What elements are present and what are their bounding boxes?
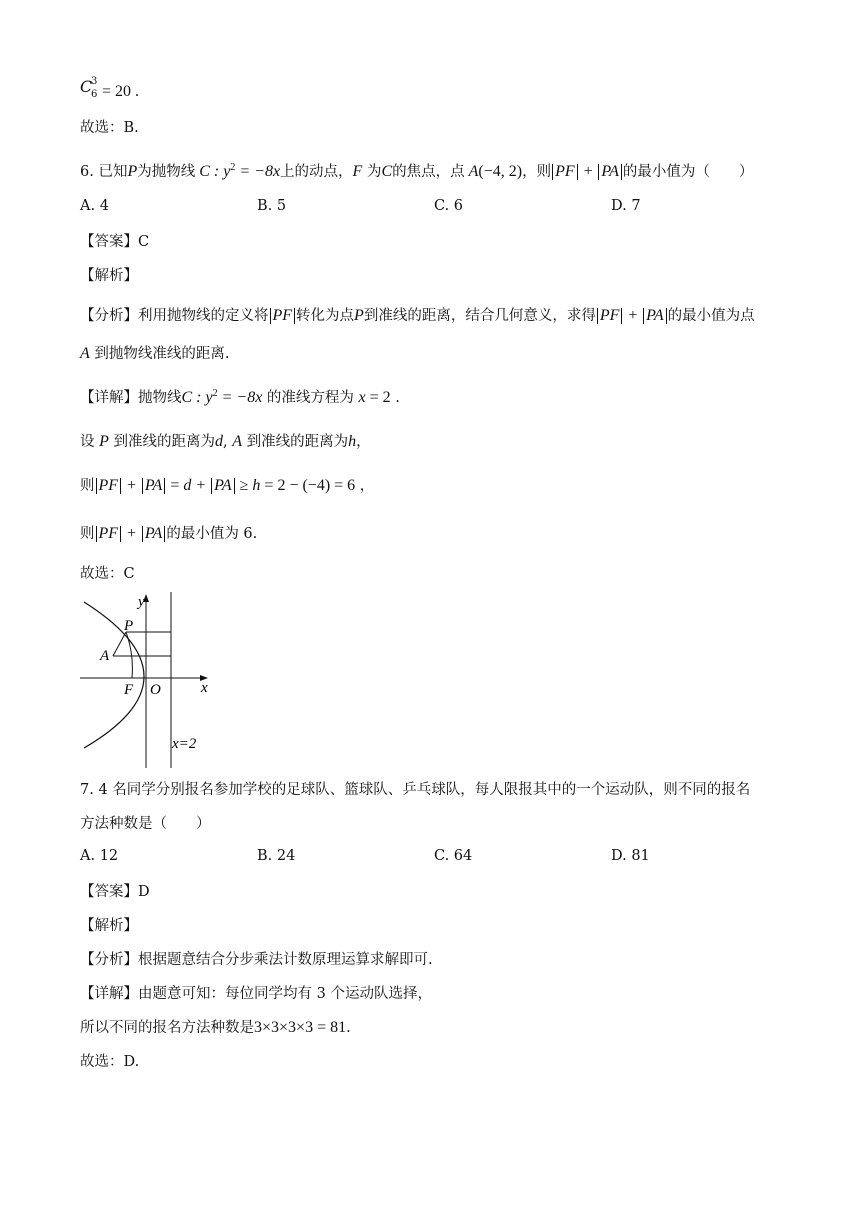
- parabola-figure: [76, 590, 216, 770]
- q6-analysis-heading: 【解析】: [80, 268, 138, 284]
- q6-option-b: B. 5: [257, 198, 287, 214]
- label-a: A: [100, 648, 110, 664]
- label-y: y: [138, 594, 145, 610]
- q6-xiangjie-line1: 【详解】抛物线C : $y^2 = -8x$ 的准线方程为 x = 2 .: [80, 388, 400, 406]
- q6-xiangjie-line2: 设 P 到准线的距离为d, A 到准线的距离为h，: [80, 433, 371, 450]
- label-o: O: [150, 682, 161, 698]
- q7-fenxi: 【分析】根据题意结合分步乘法计数原理运算求解即可.: [80, 952, 433, 968]
- segment-pf: [126, 632, 132, 678]
- q6-stem: 6. 已知P为抛物线 C : $y^2 = -8x$上的动点，F 为C的焦点，点 A(−4, 2)，则 PF + PA 的最小值为（ ）: [80, 162, 754, 180]
- label-f: F: [124, 682, 134, 698]
- q6-option-c: C. 6: [434, 198, 464, 214]
- q6-answer: 【答案】C: [80, 234, 150, 250]
- q6-choice: 故选：C: [80, 566, 135, 582]
- q7-result: 所以不同的报名方法种数是3×3×3×3 = 81.: [80, 1019, 351, 1036]
- combination-symbol: C 3 6: [80, 76, 98, 100]
- q7-option-c: C. 64: [434, 848, 473, 864]
- q6-xiangjie-line3: 则 PF + PA = d + PA ≥ h = 2 − (−4) = 6 ，: [80, 477, 375, 494]
- q7-choice: 故选：D.: [80, 1054, 140, 1070]
- q7-stem-line2: 方法种数是（ ）: [80, 816, 211, 832]
- q7-option-d: D. 81: [611, 848, 650, 864]
- label-p: P: [124, 618, 134, 634]
- segment-pa: [113, 632, 126, 656]
- q6-xiangjie-line4: 则 PF + PA 的最小值为 6.: [80, 525, 258, 542]
- q7-xiangjie: 【详解】由题意可知：每位同学均有 3 个运动队选择，: [80, 986, 432, 1002]
- q6-options: [80, 198, 720, 218]
- parabola-curve: [84, 602, 144, 748]
- q6-fenxi-line1: 【分析】利用抛物线的定义将 PF 转化为点P到准线的距离，结合几何意义，求得 PF + PA 的最小值为点: [80, 307, 755, 324]
- prev-choice: 故选：B.: [80, 120, 139, 136]
- q6-option-a: A. 4: [80, 198, 109, 214]
- combination-result-line: C 3 6 = 20 .: [80, 76, 140, 100]
- q7-option-b: B. 24: [257, 848, 296, 864]
- q7-answer: 【答案】D: [80, 884, 150, 900]
- q6-fenxi-line2: A 到抛物线准线的距离.: [80, 345, 230, 362]
- label-directrix: x=2: [172, 736, 197, 752]
- q7-stem-line1: 7. 4 名同学分别报名参加学校的足球队、篮球队、乒乓球队，每人限报其中的一个运动队，则不同的报名: [80, 782, 751, 798]
- q6-option-d: D. 7: [611, 198, 641, 214]
- q7-option-a: A. 12: [80, 848, 119, 864]
- q7-analysis-heading: 【解析】: [80, 918, 138, 934]
- label-x: x: [201, 680, 208, 696]
- q7-options: [80, 848, 720, 868]
